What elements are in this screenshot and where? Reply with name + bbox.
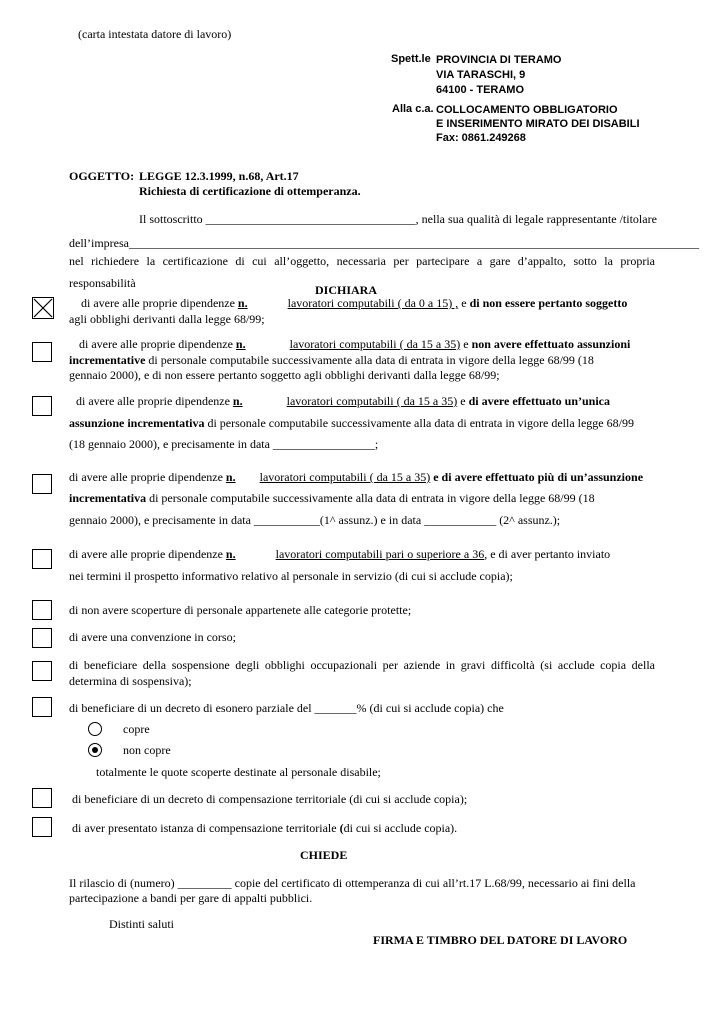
- item-bold-text: e di avere effettuato più di un’assunzione: [433, 470, 644, 484]
- subject-request: Richiesta di certificazione di ottemperanza.: [139, 184, 361, 198]
- item-6-line-1: di non avere scoperture di personale appartenete alle categorie protette;: [69, 603, 412, 617]
- count-label: n.: [232, 394, 243, 408]
- recipient-line: PROVINCIA DI TERAMO: [436, 54, 562, 66]
- item-text: di avere alle proprie dipendenze: [79, 337, 236, 351]
- radio-non-copre[interactable]: [88, 743, 102, 757]
- intro-line-1: [139, 212, 657, 227]
- item-1-line-2: agli obblighi derivanti dalla legge 68/99;: [69, 312, 265, 326]
- item-8-line-1: di beneficiare della sospensione degli obblighi occupazionali per aziende in gravi difficoltà (si acclude copia della: [69, 658, 655, 672]
- item-7-line-1: di avere una convenzione in corso;: [69, 630, 236, 644]
- item-text: di avere alle proprie dipendenze: [69, 547, 226, 561]
- chiede-heading: CHIEDE: [300, 848, 348, 862]
- intro-line-2[interactable]: dell’impresa_______________________________________________________________________________________________: [69, 236, 699, 250]
- item-text: di avere alle proprie dipendenze: [81, 296, 238, 310]
- intro-line-3: nel richiedere la certificazione di cui all’oggetto, necessaria per partecipare a gare d’appalto, sotto la propria: [69, 254, 655, 268]
- item-4-line-3[interactable]: gennaio 2000), e precisamente in data ___________(1^ assunz.) e in data ____________ (2^ assunz.);: [69, 513, 561, 527]
- checkbox-item-4[interactable]: [32, 474, 52, 494]
- item-text: lavoratori computabili ( da 15 a 35): [289, 337, 461, 351]
- item-text: di personale computabile successivamente alla data di entrata in vigore della legge 68/99 (18: [145, 353, 594, 367]
- item-bold-text: di non essere pertanto soggetto: [469, 296, 628, 310]
- attn-line: Fax: 0861.249268: [436, 132, 526, 144]
- item-text: di cui si acclude copia).: [343, 821, 458, 835]
- intro-text: Il sottoscritto: [139, 212, 206, 226]
- checkbox-item-1[interactable]: [32, 297, 54, 319]
- item-11-line-1: [72, 821, 457, 836]
- checkbox-item-5[interactable]: [32, 549, 52, 569]
- checkbox-item-10[interactable]: [32, 788, 52, 808]
- item-text: di aver presentato istanza di compensazione territoriale: [72, 821, 340, 835]
- item-text: e: [460, 337, 472, 351]
- subject-law: LEGGE 12.3.1999, n.68, Art.17: [139, 169, 299, 183]
- attn-block: [436, 103, 640, 145]
- count-label: n.: [225, 547, 236, 561]
- radio-copre[interactable]: [88, 722, 102, 736]
- count-label: n.: [225, 470, 236, 484]
- item-text: , e di aver pertanto inviato: [484, 547, 611, 561]
- item-3-line-1: [76, 394, 610, 409]
- attn-label: Alla c.a.: [392, 103, 434, 115]
- item-2-line-3: gennaio 2000), e di non essere pertanto soggetto agli obblighi derivanti dalla legge 68/99;: [69, 368, 500, 382]
- checkbox-item-8[interactable]: [32, 661, 52, 681]
- count-label: n.: [237, 296, 248, 310]
- checkbox-item-2[interactable]: [32, 342, 52, 362]
- signer-name-field[interactable]: ___________________________________: [205, 212, 416, 226]
- item-1-line-1: [81, 296, 627, 311]
- item-2-line-1: [79, 337, 630, 352]
- checkbox-item-7[interactable]: [32, 628, 52, 648]
- intro-text: , nella sua qualità di legale rappresentante /titolare: [415, 212, 657, 226]
- item-text: lavoratori computabili pari o superiore a 36: [275, 547, 485, 561]
- item-bold-text: non avere effettuato assunzioni: [471, 337, 631, 351]
- attn-line: E INSERIMENTO MIRATO DEI DISABILI: [436, 118, 640, 130]
- item-8-line-2: determina di sospensiva);: [69, 674, 192, 688]
- item-text: e: [457, 394, 469, 408]
- attn-line: COLLOCAMENTO OBBLIGATORIO: [436, 104, 618, 116]
- item-10-line-1: di beneficiare di un decreto di compensazione territoriale (di cui si acclude copia);: [72, 792, 468, 806]
- intro-line-4: responsabilità: [69, 276, 136, 290]
- item-9-line-1[interactable]: di beneficiare di un decreto di esonero parziale del _______% (di cui si acclude copia) che: [69, 701, 504, 715]
- item-bold-text: incrementativa: [69, 491, 147, 505]
- radio-non-copre-label: non copre: [123, 743, 171, 757]
- item-bold-text: assunzione incrementativa: [69, 416, 205, 430]
- check-cross-icon: [33, 298, 53, 318]
- request-line-2: partecipazione a bandi per gare di appalti pubblici.: [69, 891, 313, 905]
- item-bold-text: incrementative: [69, 353, 146, 367]
- recipient-line: VIA TARASCHI, 9: [436, 69, 526, 81]
- item-text: (: [339, 821, 344, 835]
- count-label: n.: [235, 337, 246, 351]
- recipient-address: [436, 53, 562, 98]
- item-4-line-2: [69, 491, 595, 506]
- item-text: lavoratori computabili ( da 0 a 15) ,: [287, 296, 459, 310]
- item-text: di avere alle proprie dipendenze: [69, 470, 226, 484]
- item-text: e: [458, 296, 470, 310]
- checkbox-item-9[interactable]: [32, 697, 52, 717]
- signature-label: FIRMA E TIMBRO DEL DATORE DI LAVORO: [373, 933, 628, 947]
- recipient-line: 64100 - TERAMO: [436, 84, 525, 96]
- radio-copre-label: copre: [123, 722, 150, 736]
- item-text: lavoratori computabili ( da 15 a 35): [259, 470, 431, 484]
- item-9-line-3: totalmente le quote scoperte destinate al personale disabile;: [96, 765, 381, 779]
- item-2-line-2: [69, 353, 594, 368]
- item-bold-text: di avere effettuato un’unica: [468, 394, 610, 408]
- item-text: di personale computabile successivamente alla data di entrata in vigore della legge 68/99: [204, 416, 634, 430]
- item-text: di avere alle proprie dipendenze: [76, 394, 233, 408]
- request-line-1[interactable]: Il rilascio di (numero) _________ copie del certificato di ottemperanza di cui all’rt.17 L.68/99, necessario ai fini della: [69, 876, 636, 890]
- item-3-line-2: [69, 416, 634, 431]
- letterhead-note: (carta intestata datore di lavoro): [78, 27, 232, 41]
- item-3-line-3: (18 gennaio 2000), e precisamente in data _________________;: [69, 437, 379, 451]
- checkbox-item-3[interactable]: [32, 396, 52, 416]
- subject-label: OGGETTO:: [69, 169, 135, 183]
- radio-selected-dot: [92, 747, 98, 753]
- item-5-line-1: [69, 547, 610, 562]
- item-5-line-2: nei termini il prospetto informativo relativo al personale in servizio (di cui si acclude copia);: [69, 569, 513, 583]
- item-4-line-1: [69, 470, 643, 485]
- checkbox-item-11[interactable]: [32, 817, 52, 837]
- item-text: lavoratori computabili ( da 15 a 35): [286, 394, 458, 408]
- checkbox-item-6[interactable]: [32, 600, 52, 620]
- item-text: di personale computabile successivamente alla data di entrata in vigore della legge 68/99 (18: [146, 491, 595, 505]
- dichiara-heading: DICHIARA: [315, 283, 378, 297]
- closing-greeting: Distinti saluti: [109, 917, 175, 931]
- recipient-spett-label: Spett.le: [391, 53, 431, 65]
